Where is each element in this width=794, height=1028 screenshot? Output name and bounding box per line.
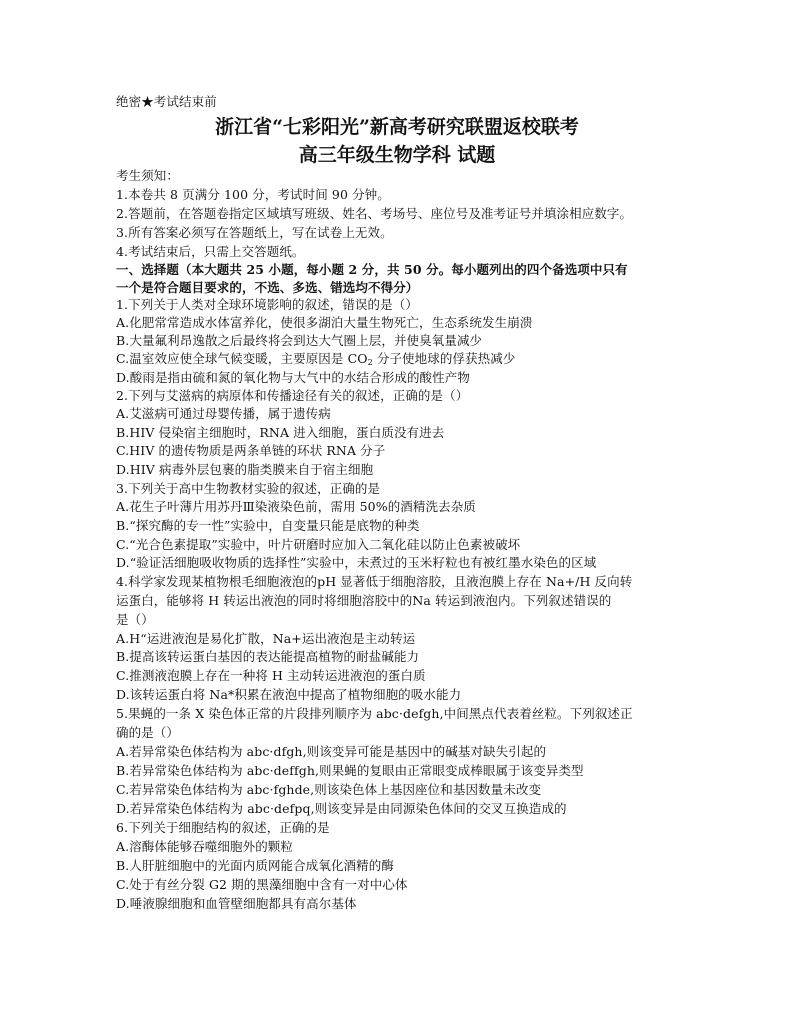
option-a: A.H“运进液泡是易化扩散，Na+运出液泡是主动转运 — [116, 631, 416, 646]
option-d: D.“验证活细胞吸收物质的选择性”实验中，未煮过的玉米籽粒也有被红墨水染色的区域 — [116, 555, 597, 570]
option-d: D.酸雨是指由硫和氮的氧化物与大气中的水结合形成的酸性产物 — [116, 370, 470, 385]
option-c: C.处于有丝分裂 G2 期的黑藻细胞中含有一对中心体 — [116, 877, 408, 892]
notice-item: 4.考试结束后，只需上交答题纸。 — [116, 244, 305, 259]
option-a: A.溶酶体能够吞噬细胞外的颗粒 — [116, 839, 294, 854]
option-b: B.“探究酶的专一性”实验中，自变量只能是底物的种类 — [116, 518, 420, 533]
question-stem: 5.果蝇的一条 X 染色体正常的片段排列顺序为 abc·defgh,中间黑点代表着丝粒。下列叙述正 — [116, 706, 633, 721]
option-b: B.大量氟利昂逸散之后最终将会到达大气圈上层，并使臭氧量减少 — [116, 333, 483, 348]
secret-mark: 绝密★考试结束前 — [116, 94, 217, 109]
section-heading: 一、选择题（本大题共 25 小题，每小题 2 分，共 50 分。每小题列出的四个备选项中只有 — [116, 262, 628, 277]
option-a: A.若异常染色体结构为 abc·dfgh,则该变异可能是基因中的碱基对缺失引起的 — [116, 744, 547, 759]
question-stem: 1.下列关于人类对全球环境影响的叙述，错误的是（） — [116, 297, 418, 312]
notice-item: 3.所有答案必须写在答题纸上，写在试卷上无效。 — [116, 225, 393, 240]
option-c — [116, 350, 515, 368]
option-d: D.HIV 病毒外层包裹的脂类膜来自于宿主细胞 — [116, 462, 374, 477]
question-stem: 4.科学家发现某植物根毛细胞液泡的pH 显著低于细胞溶胶，且液泡膜上存在 Na+/H 反向转 — [116, 574, 633, 589]
option-d: D.该转运蛋白将 Na*积累在液泡中提高了植物细胞的吸水能力 — [116, 687, 462, 702]
option-b: B.HIV 侵染宿主细胞时，RNA 进入细胞，蛋白质没有进去 — [116, 425, 445, 440]
option-b: B.提高该转运蛋白基因的表达能提高植物的耐盐碱能力 — [116, 649, 420, 664]
option-a: A.花生子叶薄片用苏丹Ⅲ染液染色前，需用 50%的酒精洗去杂质 — [116, 499, 476, 514]
option-c: C.“光合色素提取”实验中，叶片研磨时应加入二氧化硅以防止色素被破坏 — [116, 537, 521, 552]
subscript: 2 — [367, 358, 373, 367]
question-stem: 3.下列关于高中生物教材实验的叙述，正确的是 — [116, 481, 381, 496]
option-c: C.HIV 的遗传物质是两条单链的环状 RNA 分子 — [116, 443, 386, 458]
exam-subtitle: 高三年级生物学科 试题 — [298, 144, 496, 166]
notice-item: 1.本卷共 8 页满分 100 分，考试时间 90 分钟。 — [116, 187, 390, 202]
question-stem-cont: 确的是（） — [116, 725, 180, 740]
question-stem-cont: 是（） — [116, 612, 154, 627]
option-c: C.若异常染色体结构为 abc·fghde,则该染色体上基因座位和基因数量未改变 — [116, 782, 542, 797]
option-b: B.人肝脏细胞中的光面内质网能合成氧化酒精的酶 — [116, 858, 394, 873]
section-heading-cont: 一个是符合题目要求的，不选、多选、错选均不得分） — [116, 280, 419, 295]
option-d: D.唾液腺细胞和血管壁细胞都具有高尔基体 — [116, 896, 357, 911]
option-d: D.若异常染色体结构为 abc·defpq,则该变异是由同源染色体间的交叉互换造成的 — [116, 801, 567, 816]
option-b: B.若异常染色体结构为 abc·deffgh,则果蝇的复眼由正常眼变成棒眼属于该变异类型 — [116, 763, 584, 778]
option-c-text: C.温室效应使全球气候变暖，主要原因是 CO — [116, 351, 368, 366]
option-a: A.化肥常常造成水体富养化，使很多湖泊大量生物死亡，生态系统发生崩溃 — [116, 315, 533, 330]
option-a: A.艾滋病可通过母婴传播，属于遗传病 — [116, 406, 331, 421]
notice-heading: 考生须知： — [116, 168, 180, 183]
notice-item: 2.答题前，在答题卷指定区域填写班级、姓名、考场号、座位号及准考证号并填涂相应数字。 — [116, 206, 633, 221]
question-stem-cont: 运蛋白，能够将 H 转运出液泡的同时将细胞溶胶中的Na 转运到液泡内。下列叙述错误的 — [116, 593, 612, 608]
question-stem: 6.下列关于细胞结构的叙述，正确的是 — [116, 820, 330, 835]
option-c: C.推测液泡膜上存在一种将 H 主动转运进液泡的蛋白质 — [116, 668, 426, 683]
question-stem: 2.下列与艾滋病的病原体和传播途径有关的叙述，正确的是（） — [116, 388, 469, 403]
option-c-text-cont: 分子使地球的俘获热减少 — [372, 351, 516, 366]
exam-title: 浙江省“七彩阳光”新高考研究联盟返校联考 — [215, 116, 579, 138]
